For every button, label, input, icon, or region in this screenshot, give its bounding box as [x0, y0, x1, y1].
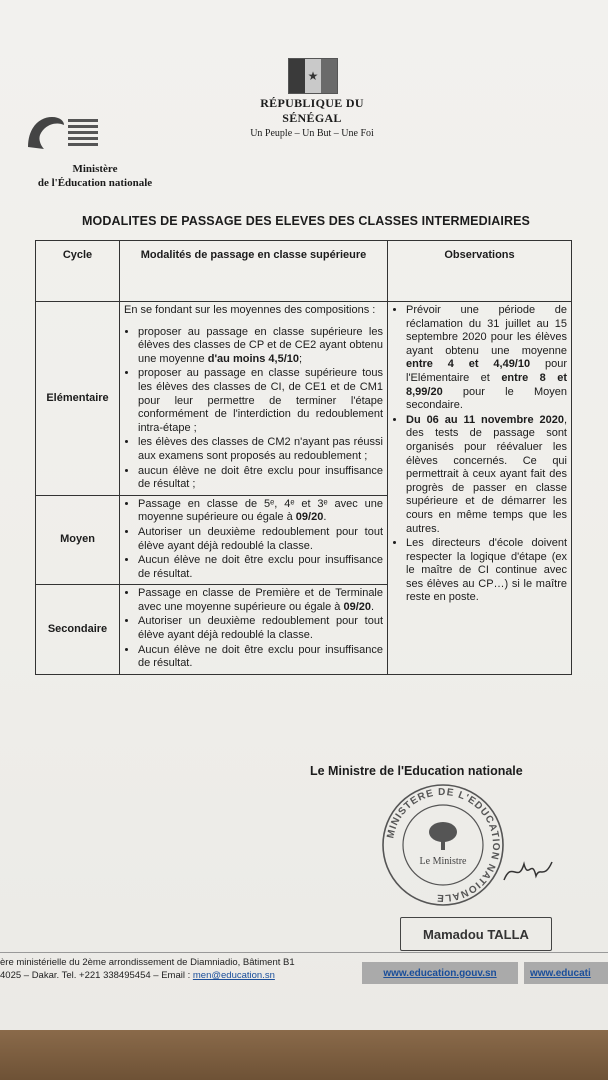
document-title: MODALITES DE PASSAGE DES ELEVES DES CLASSES INTERMEDIAIRES	[82, 214, 530, 228]
cycle-secondaire: Secondaire	[36, 585, 120, 675]
signatory-title: Le Ministre de l'Education nationale	[310, 764, 523, 778]
cycle-moyen: Moyen	[36, 495, 120, 585]
list-item: • Passage en classe de 5ᵉ, 4ᵉ et 3ᵉ avec une moyenne supérieure ou égale à 09/20.	[138, 498, 383, 525]
list-item: • proposer au passage en classe supérieure tous les élèves des classes de CI, de CE1 et de CM1 pour leur permettre de terminer l'étape conformément de l'interdiction du redoublement intra-étape ;	[138, 367, 383, 435]
senegal-flag-icon	[288, 58, 338, 94]
header-modalities: Modalités de passage en classe supérieure	[120, 241, 388, 302]
national-motto: Un Peuple – Un But – Une Foi	[250, 128, 374, 139]
footer-line-2: 4025 – Dakar. Tel. +221 338495454 – Email : men@education.sn	[0, 970, 275, 981]
list-item: • Aucun élève ne doit être exclu pour insuffisance de résultat.	[138, 644, 383, 671]
observation-item: • Du 06 au 11 novembre 2020, des tests de passage sont organisés pour réévaluer les élèves concernés. Ce qui permettrait à ceux ayant fait des progrès de passer en classe supérieure et de démarrer les cours en même temps que les autres.	[406, 414, 567, 536]
list-item: • proposer au passage en classe supérieure les élèves des classes de CP et de CE2 ayant obtenu une moyenne d'au moins 4,5/10;	[138, 326, 383, 367]
list-item: • Autoriser un deuxième redoublement pour tout élève ayant déjà redoublé la classe.	[138, 615, 383, 642]
header-cycle: Cycle	[36, 241, 120, 302]
handwritten-signature	[500, 850, 560, 890]
secondaire-list	[124, 587, 383, 671]
website-link[interactable]: www.education.gouv.sn	[362, 962, 518, 984]
modalities-moyen	[120, 495, 388, 585]
observation-item: • Les directeurs d'école doivent respecter la logique d'étape (ex le maître de CI continue avec ses élèves au CP…) si le maître reste en poste.	[406, 537, 567, 605]
footer-address	[0, 956, 360, 982]
modalities-table	[35, 240, 572, 675]
table-row-elementaire	[36, 302, 572, 496]
list-item: • les élèves des classes de CM2 n'ayant pas réussi aux examens sont proposés au redoublement ;	[138, 436, 383, 463]
ministry-logo-icon	[22, 113, 102, 153]
modalities-secondaire	[120, 585, 388, 675]
list-item: • Autoriser un deuxième redoublement pour tout élève ayant déjà redoublé la classe.	[138, 526, 383, 553]
moyen-list	[124, 498, 383, 582]
table-header-row	[36, 241, 572, 302]
stamp-ring-text: MINISTERE DE L'EDUCATION NATIONALE	[385, 786, 502, 904]
cycle-elementaire: Elémentaire	[36, 302, 120, 496]
elementaire-intro: En se fondant sur les moyennes des compositions :	[124, 304, 376, 316]
header-observations: Observations	[388, 241, 572, 302]
republic-heading	[230, 96, 394, 139]
website-link-2[interactable]: www.educati	[524, 962, 608, 984]
stamp-center-text: Le Ministre	[419, 856, 467, 867]
star-icon: ★	[305, 59, 321, 93]
list-item: • aucun élève ne doit être exclu pour insuffisance de résultat ;	[138, 465, 383, 492]
list-item: • Aucun élève ne doit être exclu pour insuffisance de résultat.	[138, 554, 383, 581]
modalities-elementaire	[120, 302, 388, 496]
table-surface-background	[0, 1030, 608, 1080]
footer-divider	[0, 952, 608, 953]
ministry-name: Ministère de l'Éducation nationale	[37, 163, 153, 189]
list-item: • Passage en classe de Première et de Terminale avec une moyenne supérieure ou égale à 09/20.	[138, 587, 383, 614]
elementaire-list	[124, 326, 383, 492]
observation-item: • Prévoir une période de réclamation du 31 juillet au 15 septembre 2020 pour les élèves ayant obtenu une moyenne entre 4 et 4,49/10 pour l'Elémentaire et entre 8 et 8,99/20 pour le Moyen secondaire.	[406, 304, 567, 413]
observations-list	[392, 304, 567, 605]
footer-email-link[interactable]: men@education.sn	[192, 970, 275, 981]
official-stamp-icon	[378, 780, 508, 910]
footer-line-1: ère ministérielle du 2ème arrondissement de Diamniadio, Bâtiment B1	[0, 957, 295, 968]
observations-cell	[388, 302, 572, 675]
signatory-name: Mamadou TALLA	[400, 917, 552, 951]
country-name: RÉPUBLIQUE DU SÉNÉGAL	[260, 96, 364, 125]
